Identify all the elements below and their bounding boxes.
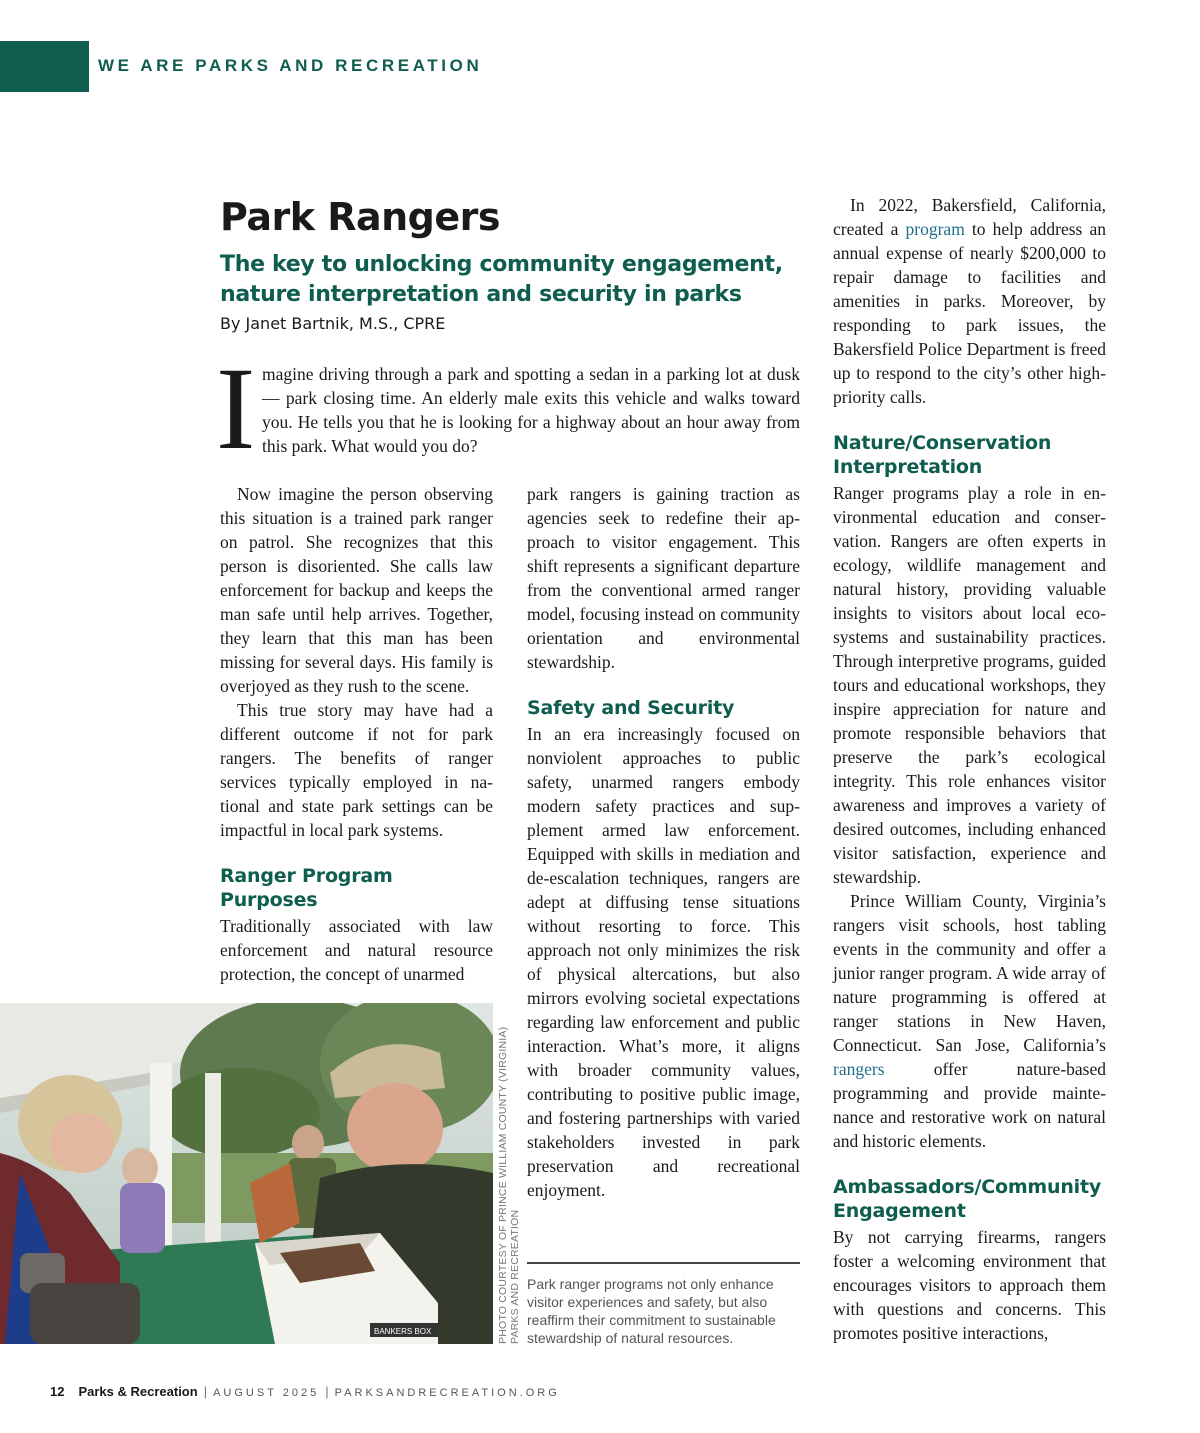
paragraph: In an era increasingly focused on nonviolent approaches to public safety, unarmed rangers embody modern safety practices and supplement armed law enforcement. Equipped with skills in mediation and de-escalation techniques, rangers are adept at diffusing tense situations without resorting to force. This approach not only minimizes the risk of physical altercations, but also mirrors evolving societal expectations regarding law enforcement and public interaction. What’s more, it aligns with broader community values, contributing to positive public image, and fostering partnerships with varied stakeholders invested in park preservation and recreational enjoyment. — [527, 724, 800, 1200]
column-2 — [527, 482, 800, 1202]
paragraph — [833, 889, 1106, 1153]
text-span: to help address an annual expense of nearly $200,000 to repair damage to facilities and amenities in parks. Moreover, by responding to park issues, the Bakersfield Police Department is freed up to respond to the city’s other high-priority calls. — [833, 219, 1107, 407]
paragraph: By not carrying firearms, rangers foster a welcoming environment that encourages visitors to approach them with questions and concerns. This promotes positive interactions, — [833, 1227, 1106, 1343]
footer-separator: | — [325, 1384, 329, 1399]
heading-ranger-program-purposes: Ranger Program Purposes — [220, 865, 393, 911]
paragraph: park rangers is gaining traction as agencies seek to redefine their approach to visitor engagement. This shift represents a significant departure from the conventional armed ranger model, focusing instead on community orientation and environmental stewardship. — [527, 484, 800, 672]
issue-date: AUGUST 2025 — [213, 1387, 320, 1399]
section-color-block — [0, 41, 89, 92]
column-3 — [833, 193, 1106, 1345]
footer-separator: | — [203, 1384, 208, 1399]
website-link[interactable]: PARKSANDRECREATION.ORG — [334, 1387, 560, 1399]
drop-cap: I — [216, 343, 256, 474]
rangers-link[interactable]: rangers — [833, 1059, 885, 1079]
page-number: 12 — [50, 1384, 65, 1399]
intro-paragraph — [262, 362, 800, 458]
column-1 — [220, 482, 493, 986]
photo-caption: Park ranger programs not only enhance visitor experiences and safety, but also reaffirm their commitment to sustainable stewardship of natural resources. — [527, 1276, 776, 1346]
caption-rule — [527, 1262, 800, 1264]
paragraph: Traditionally associated with law enforcement and natural resource protection, the concept of unarmed — [220, 916, 493, 984]
heading-ambassadors: Ambassadors/Community Engagement — [833, 1176, 1102, 1222]
byline: By Janet Bartnik, M.S., CPRE — [220, 314, 446, 333]
article-subtitle: The key to unlocking community engagement, nature interpretation and security in parks — [220, 252, 783, 307]
article-title: Park Rangers — [220, 195, 501, 239]
paragraph — [833, 193, 1106, 409]
photo-illustration — [0, 1003, 493, 1344]
text-span: Prince William County, Virginia’s rangers visit schools, host tabling events in the community and offer a junior ranger program. A wide array of nature programming is offered at ranger stations in New Haven, Connecticut. San Jose, California’s — [833, 891, 1106, 1055]
text-span: In 2022, Bakersfield, California, created a — [833, 195, 1106, 239]
program-link[interactable]: program — [905, 219, 965, 239]
text-span: offer nature-based programming and provide maintenance and restorative work on natural and historic elements. — [833, 1059, 1106, 1151]
paragraph: Now imagine the person observing this situation is a trained park ranger on patrol. She recognizes that this person is disoriented. She calls law enforcement for backup and keeps the man safe until help arrives. Together, they learn that this man has been missing for several days. His family is overjoyed as they rush to the scene. — [220, 484, 493, 696]
ranger-photo — [0, 1003, 493, 1344]
heading-nature-conservation: Nature/Conservation Interpretation — [833, 432, 1052, 478]
photo-credit: PHOTO COURTESY OF PRINCE WILLIAM COUNTY (VIRGINIA) PARKS AND RECREATION — [497, 1026, 521, 1344]
paragraph: This true story may have had a different outcome if not for park rangers. The benefits of ranger services typically employed in national and state park settings can be impactful in local park systems. — [220, 700, 493, 840]
paragraph: Ranger programs play a role in environmental education and conservation. Rangers are often experts in ecology, wildlife management and natural history, providing valuable insights to visitors about local ecosystems and sustainability practices. Through interpretive programs, guided tours and educational workshops, they inspire appreciation for nature and promote responsible behaviors that preserve the park’s ecological integrity. This role enhances visitor awareness and improves a variety of desired outcomes, including enhanced visitor satisfaction, experience and stewardship. — [833, 483, 1106, 887]
section-label: WE ARE PARKS AND RECREATION — [98, 56, 483, 75]
box-label: BANKERS BOX — [374, 1327, 432, 1336]
page-footer — [50, 1384, 560, 1404]
intro-text: magine driving through a park and spotting a sedan in a parking lot at dusk — park closing time. An elderly male exits this vehicle and walks toward you. He tells you that he is looking for a highway about an hour away from this park. What would you do? — [262, 364, 800, 456]
heading-safety-and-security: Safety and Security — [527, 697, 735, 719]
magazine-name: Parks & Recreation — [78, 1384, 198, 1399]
